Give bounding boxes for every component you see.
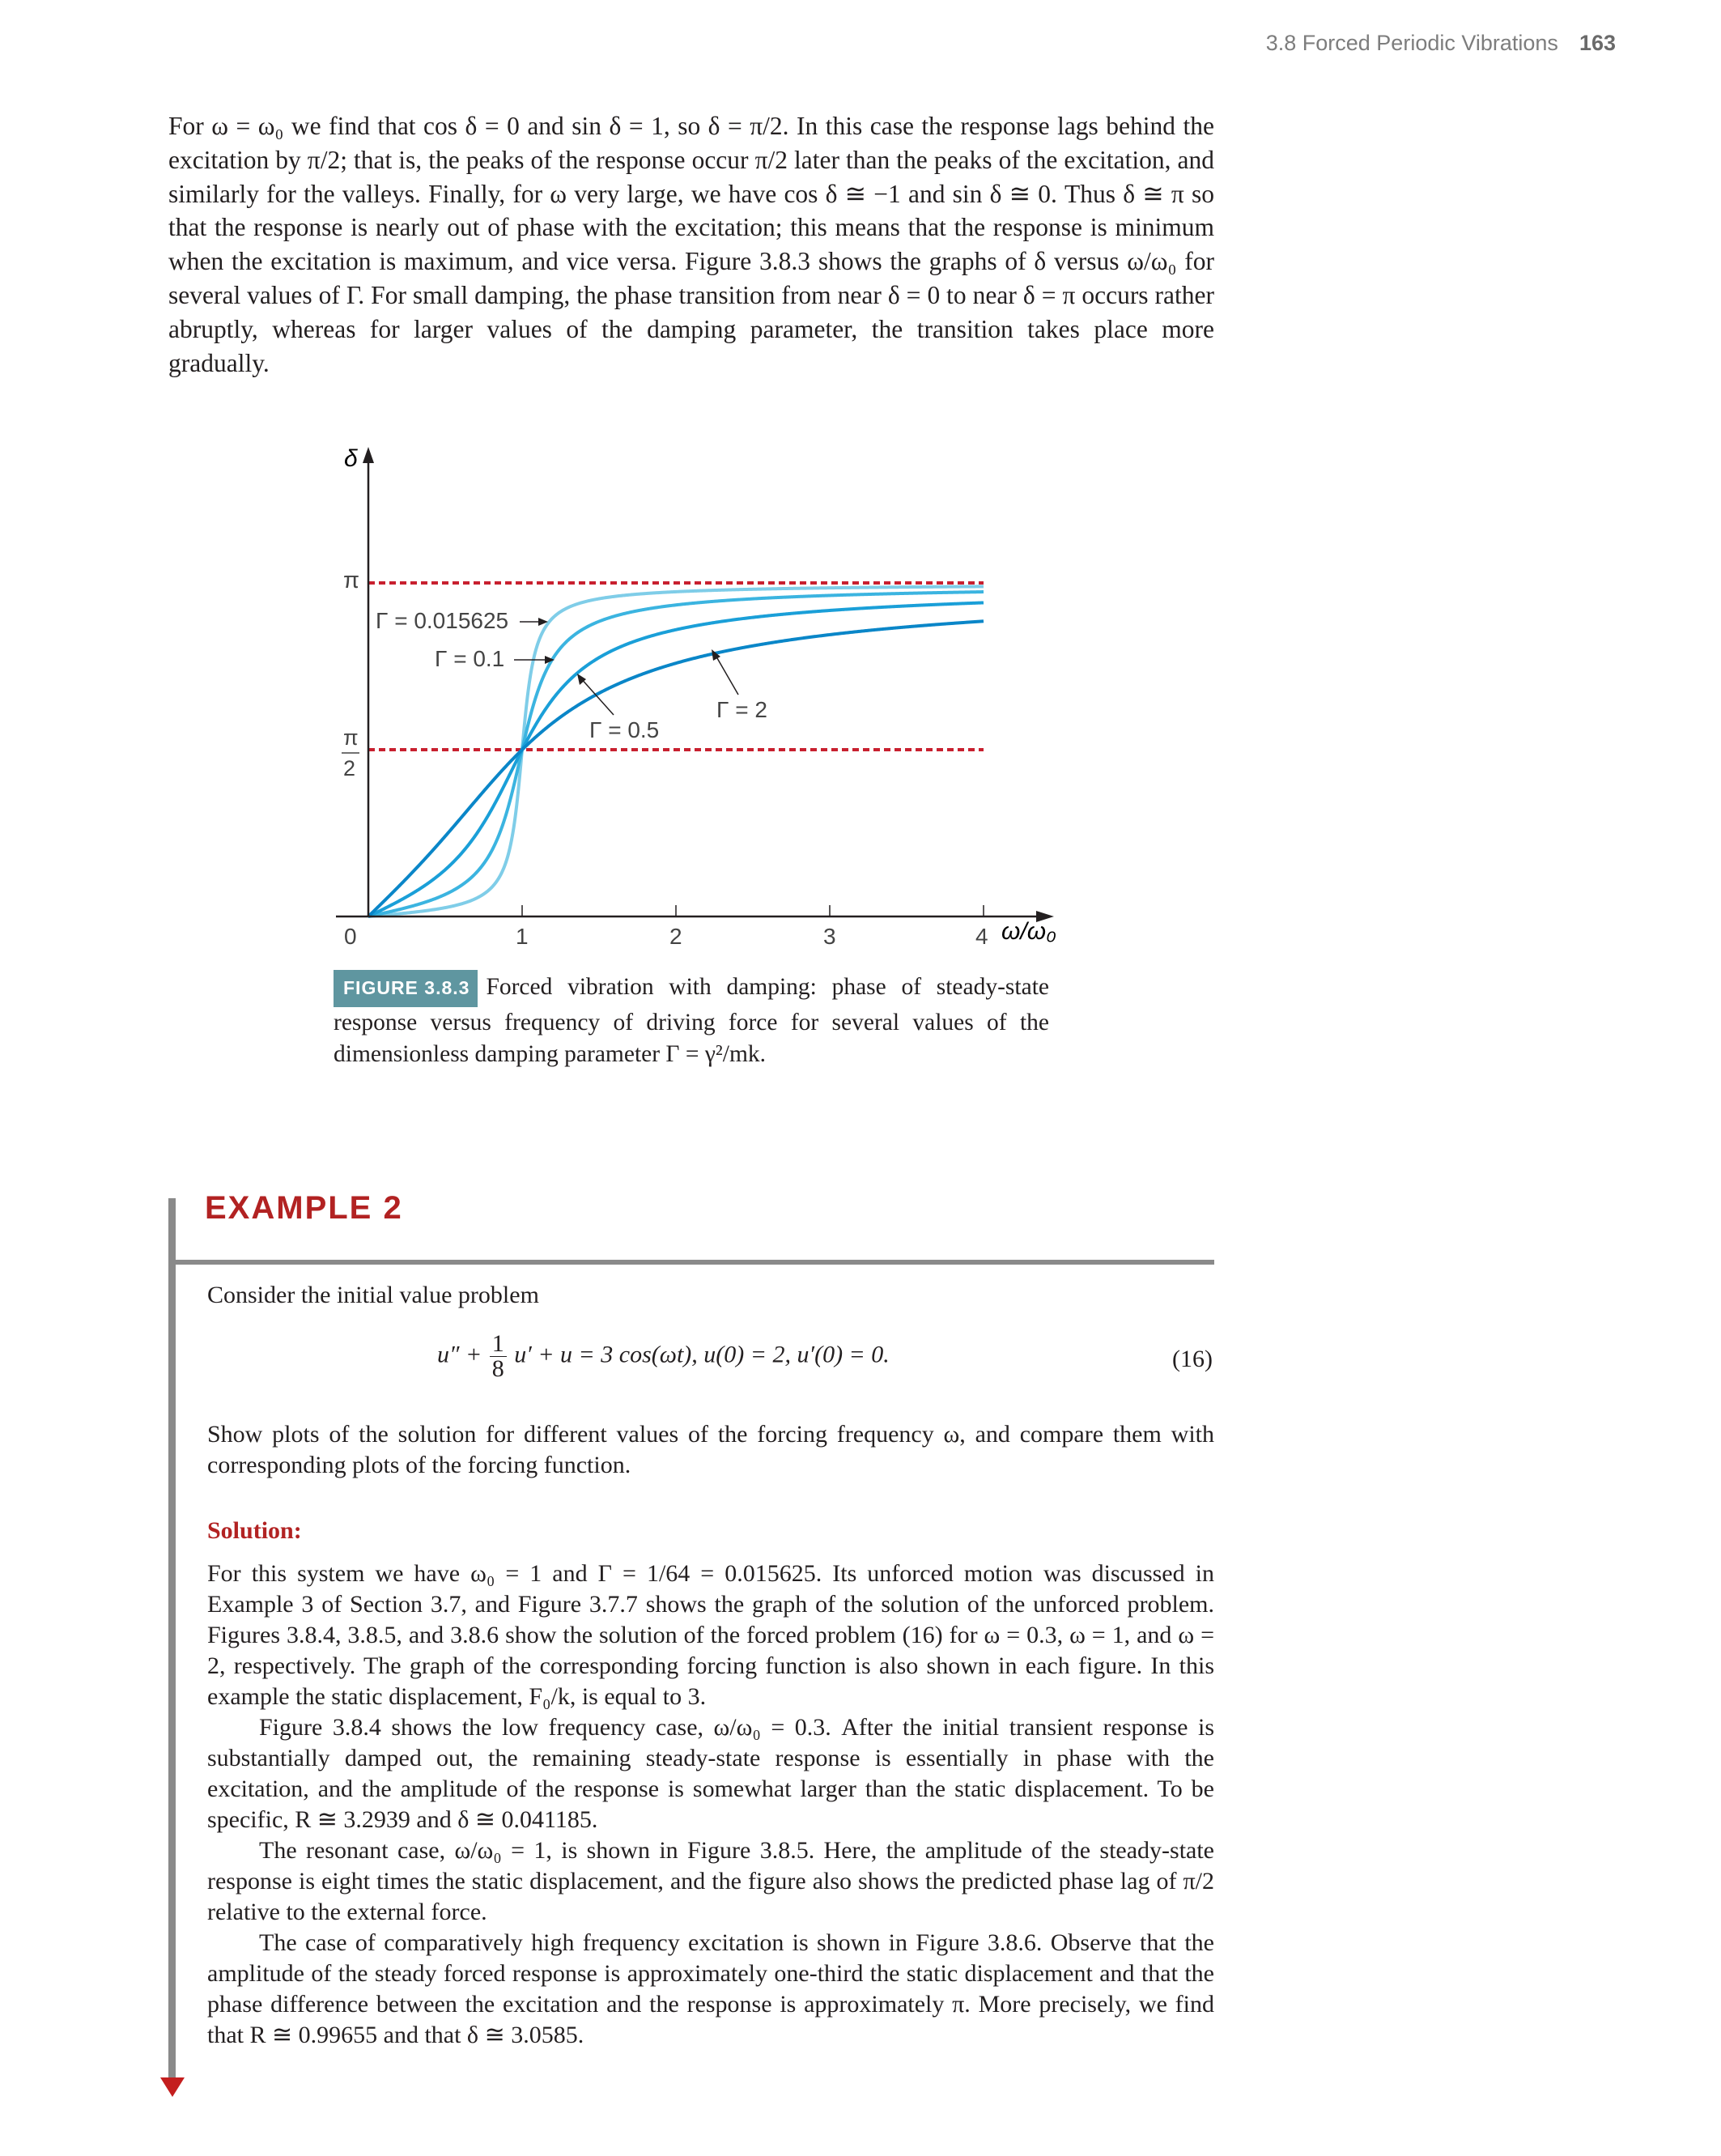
- phase-chart: [308, 437, 1085, 955]
- example-left-bar: [168, 1198, 176, 2082]
- solution-paragraph-1: For this system we have ω₀ = 1 and Γ = 1/64 = 0.015625. Its unforced motion was discussed in Example 3 of Section 3.7, and Figure 3.7.7 shows the graph of the solution of the unforced problem. Figures 3.8.4, 3.8.5, and 3.8.6 show the solution of the forced problem (16) for ω = 0.3, ω = 1, and ω = 2, respectively. The graph of the corresponding forcing function is also shown in each figure. In this example the static displacement, F₀/k, is equal to 3.: [207, 1560, 1214, 1710]
- equation-number: (16): [1172, 1346, 1213, 1372]
- down-arrow-icon: [160, 2077, 185, 2097]
- x-tick-label-2: 2: [669, 924, 682, 949]
- y-tick-half-num: π: [343, 725, 359, 750]
- annotation-gamma-2: Γ = 2: [716, 697, 767, 722]
- y-tick-pi: π: [343, 568, 360, 593]
- page-number: 163: [1579, 31, 1616, 55]
- equation-lhs: u″ +: [437, 1341, 482, 1368]
- figure-3-8-3: [308, 437, 1085, 959]
- x-tick-label-3: 3: [823, 924, 836, 949]
- solution-paragraph-3: The resonant case, ω/ω₀ = 1, is shown in Figure 3.8.5. Here, the amplitude of the steady-state response is eight times the static displacement, and the figure also shows the predicted phase lag of π/2 relative to the external force.: [207, 1837, 1214, 1925]
- figure-caption-text: Forced vibration with damping: phase of steady-state response versus frequency of driving force for several values of the dimensionless damping parameter Γ = γ²/mk.: [334, 974, 1049, 1067]
- series-line-0: [368, 586, 984, 916]
- figure-label-badge: FIGURE 3.8.3: [334, 970, 478, 1007]
- example-intro: Consider the initial value problem: [207, 1282, 539, 1308]
- annotation-gamma-05: Γ = 0.5: [589, 717, 660, 742]
- y-axis-label: δ: [344, 445, 358, 472]
- intro-paragraph: For ω = ω₀ we find that cos δ = 0 and sin δ = 1, so δ = π/2. In this case the response lags behind the excitation by π/2; that is, the peaks of the response occur π/2 later than the peaks of the excitation, and similarly for the valleys. Finally, for ω very large, we have cos δ ≅ −1 and sin δ ≅ 0. Thus δ ≅ π so that the response is nearly out of phase with the excitation; this means that the response is minimum when the excitation is maximum, and vice versa. Figure 3.8.3 shows the graphs of δ versus ω/ω₀ for several values of Γ. For small damping, the phase transition from near δ = 0 to near δ = π occurs rather abruptly, whereas for larger values of the damping parameter, the transition takes place more gradually.: [168, 112, 1214, 377]
- solution-paragraph-4: The case of comparatively high frequency excitation is shown in Figure 3.8.6. Observe that the amplitude of the steady forced response is approximately one-third the static displacement and that the phase difference between the excitation and the response is approximately π. More precisely, we find that R ≅ 0.99655 and that δ ≅ 3.0585.: [207, 1929, 1214, 2048]
- figure-caption: [334, 970, 1049, 1070]
- solution-paragraph-2: Figure 3.8.4 shows the low frequency case, ω/ω₀ = 0.3. After the initial transient response is substantially damped out, the remaining steady-state response is essentially in phase with the excitation, and the amplitude of the response is somewhat larger than the static displacement. To be specific, R ≅ 3.2939 and δ ≅ 0.041185.: [207, 1714, 1214, 1833]
- y-tick-half-den: 2: [343, 756, 356, 780]
- equation-frac-den: 8: [491, 1355, 504, 1382]
- section-title: 3.8 Forced Periodic Vibrations: [1265, 31, 1558, 55]
- chart-series-group: [368, 586, 984, 916]
- equation-frac-num: 1: [490, 1332, 507, 1357]
- y-axis-arrow-icon: [363, 447, 374, 463]
- x-tick-label-4: 4: [975, 924, 988, 949]
- example-task: Show plots of the solution for different values of the forcing frequency ω, and compare them with corresponding plots of the forcing function.: [207, 1421, 1214, 1478]
- annotation-gamma-01: Γ = 0.1: [435, 646, 505, 671]
- example-rule: [176, 1260, 1214, 1265]
- annotation-line-2: [714, 653, 738, 695]
- equation-rhs: u′ + u = 3 cos(ωt), u(0) = 2, u′(0) = 0.: [514, 1341, 890, 1368]
- example-title: EXAMPLE 2: [205, 1190, 403, 1226]
- x-axis-label: ω/ω₀: [1001, 918, 1056, 945]
- chart-ticks: [344, 905, 988, 949]
- x-tick-label-1: 1: [516, 924, 529, 949]
- annotation-gamma-0015625: Γ = 0.015625: [376, 608, 509, 633]
- annotation-line-05: [580, 677, 614, 715]
- equation-16: [437, 1332, 890, 1381]
- running-head: [1266, 31, 1616, 56]
- solution-label: Solution:: [207, 1517, 302, 1544]
- x-tick-label-0: 0: [344, 924, 357, 949]
- series-line-1: [368, 592, 984, 916]
- equation-fraction: [490, 1332, 507, 1381]
